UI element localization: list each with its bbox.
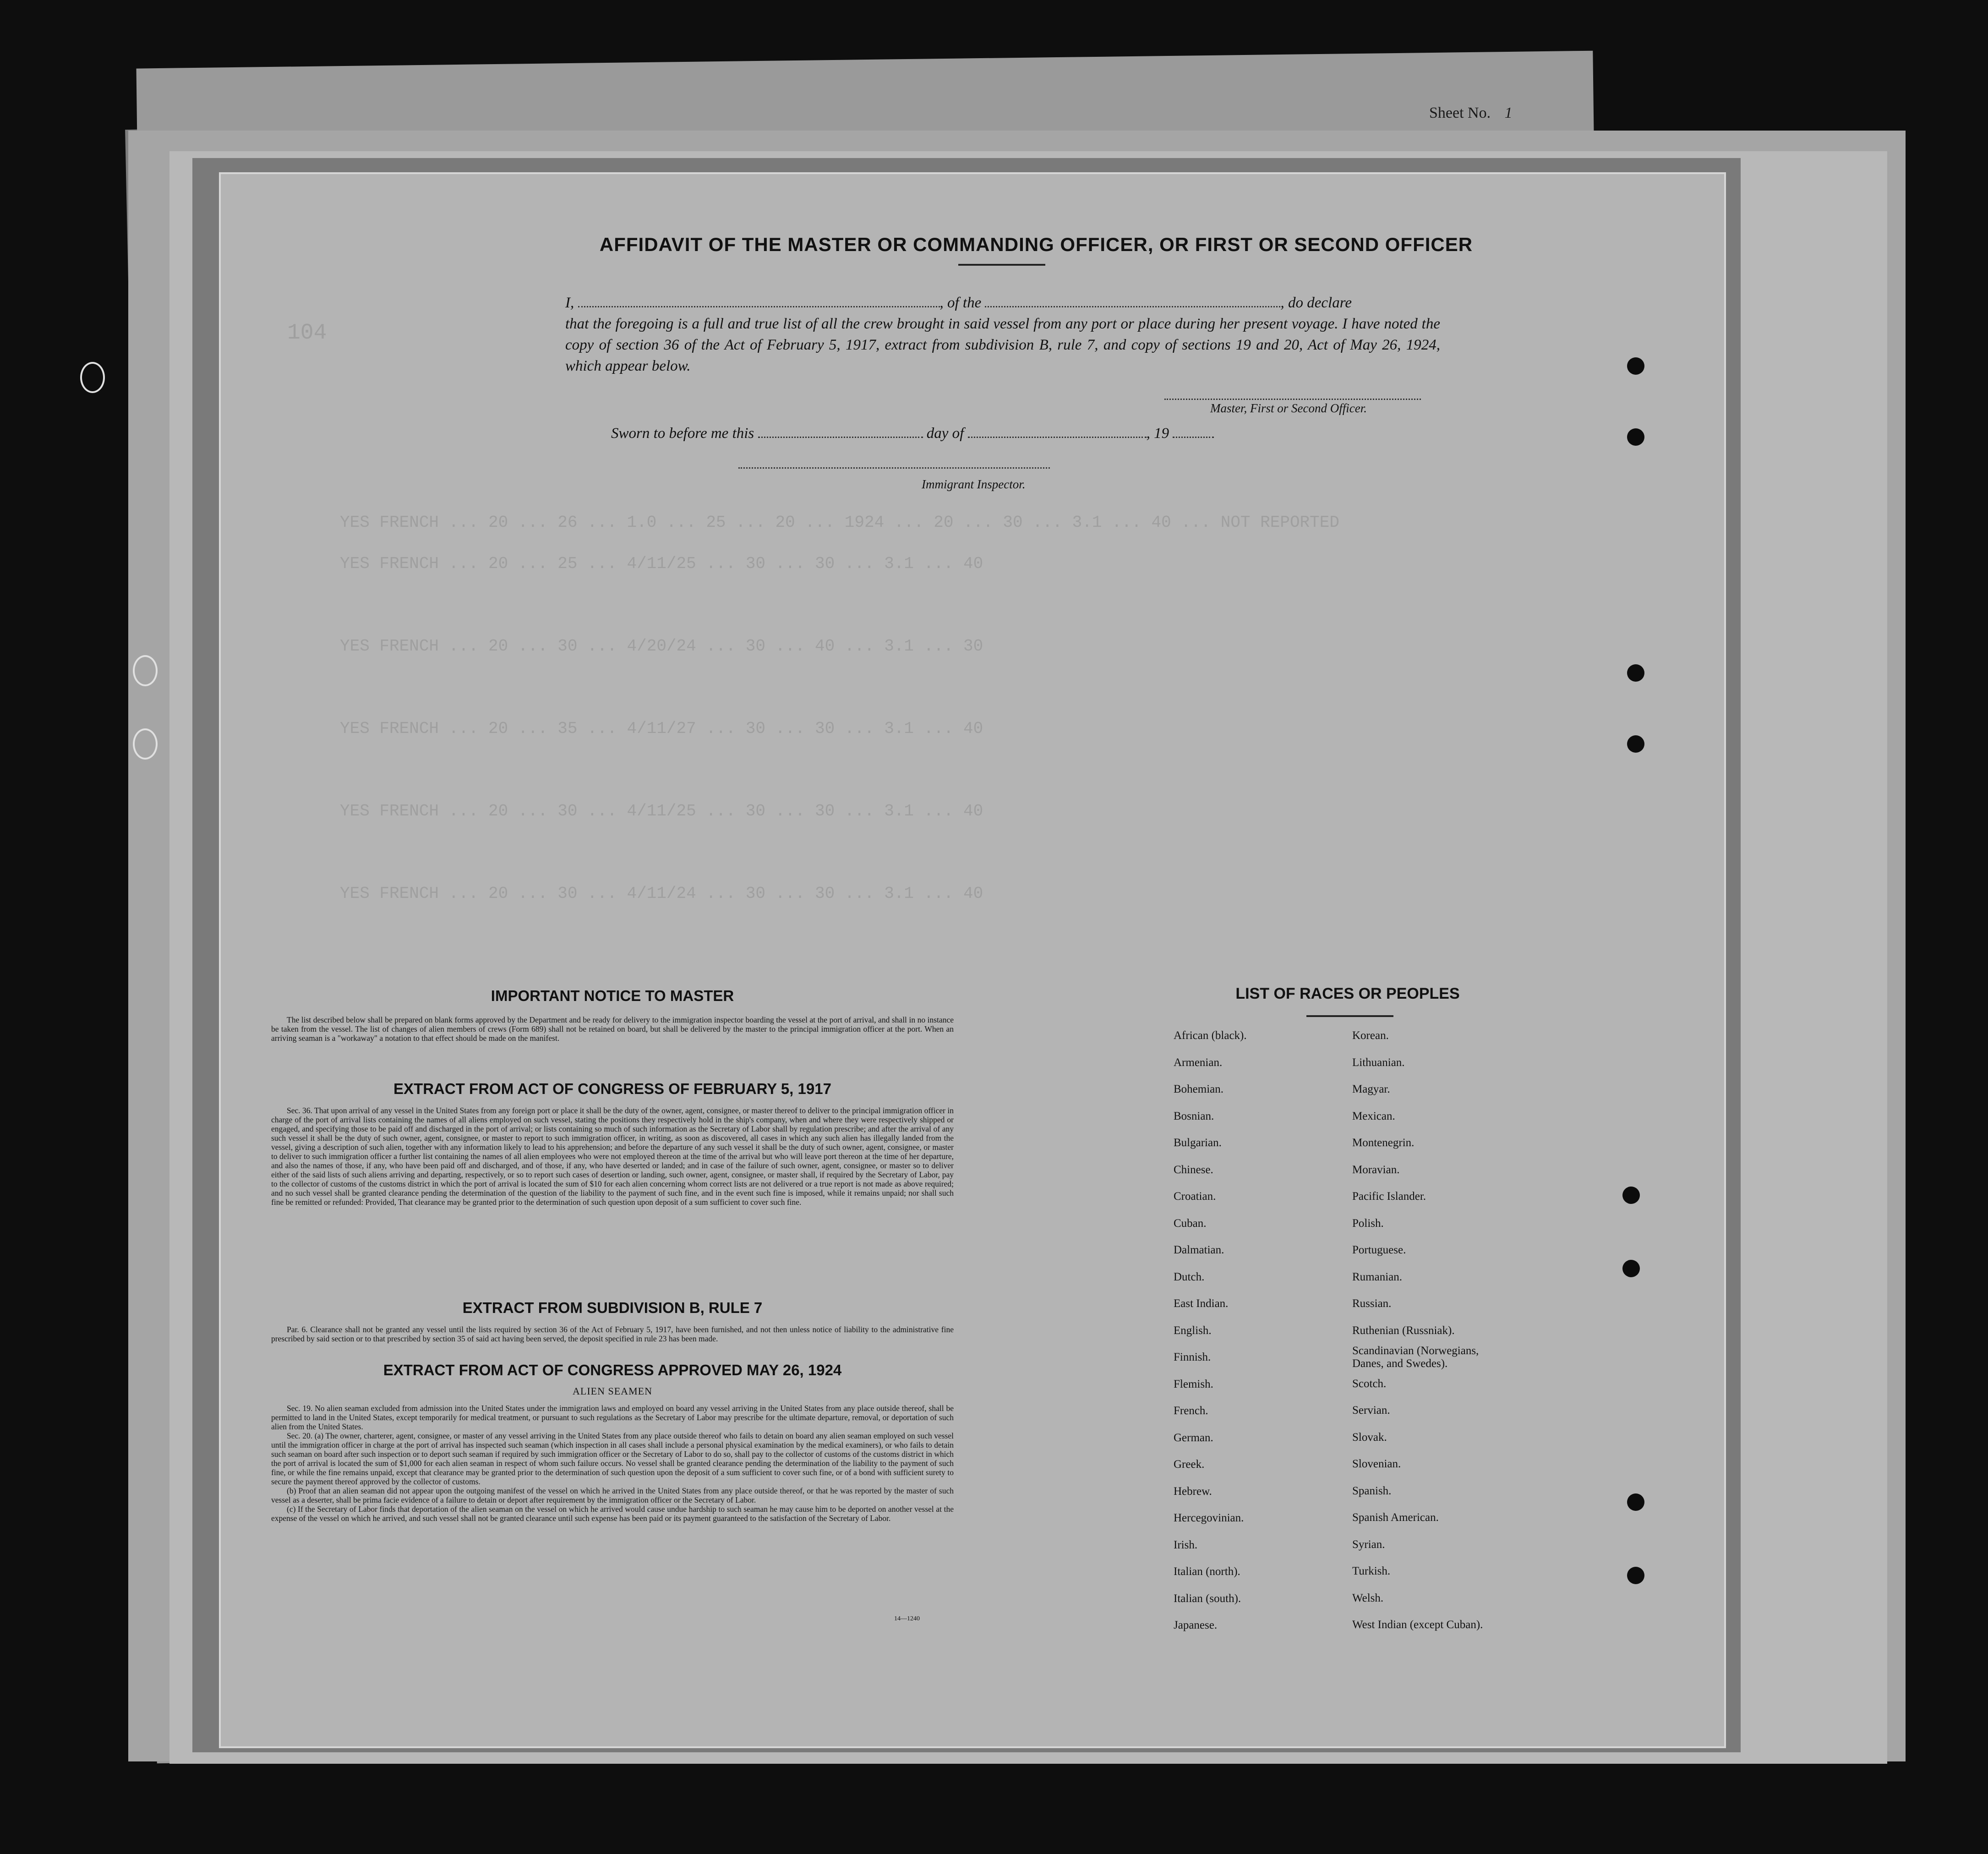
race-item: Welsh. [1352,1591,1384,1604]
notice-title: IMPORTANT NOTICE TO MASTER [491,987,734,1004]
sec-20a-paragraph: Sec. 20. (a) The owner, charterer, agent, consignee, or master of any vessel arriving in the United States from any place outside thereof who fails to detain on board any alien seaman employed on such vessel until the immigration officer in charge at the port of arrival has inspected such seaman (which inspection in all cases shall include a personal physical examination by the medical examiners), or who fails to detain such seaman on board after such inspection or to deport such seaman if required by such immigration officer or the Secretary of Labor to do so, shall pay to the collector of customs of the customs district in which the port of arrival is located the sum of $1,000 for each alien seaman in respect of whom such failure occurs. No vessel shall be granted clearance pending the determination of the liability to the payment of such fine, or while the fine remains unpaid, except that clearance may be granted prior to the determination of such question upon the deposit of a sum sufficient to cover such fine, or of a bond with sufficient surety to secure the payment thereof approved by the collector of customs. [271,1431,954,1486]
affidavit-body: that the foregoing is a full and true list of all the crew brought in said vessel from any port or place during her present voyage. I have noted the copy of section 36 of the Act of February 5, 1917, extract from subdivision B, rule 7, and copy of sections 19 and 20, Act of May 26, 1924, which appear below. [565,316,1440,374]
sheet-number-value: 1 [1504,104,1513,121]
race-item: Spanish American. [1352,1511,1439,1524]
race-item: Greek. [1174,1458,1205,1471]
declaration-of-the: , of the [939,295,982,311]
declaration-declare: , do declare [1280,295,1352,311]
extract-1924-text [271,1404,954,1523]
affidavit-declaration [565,292,1440,377]
extract-1917-title: EXTRACT FROM ACT OF CONGRESS OF FEBRUARY 5, 1917 [393,1080,831,1097]
race-item: West Indian (except Cuban). [1352,1619,1483,1631]
punch-hole [1627,1493,1644,1511]
punch-hole [1627,428,1644,446]
sworn-statement [611,425,1214,442]
sworn-year-blank [1173,437,1214,438]
race-item: Rumanian. [1352,1270,1403,1283]
race-item: Pacific Islander. [1352,1190,1426,1203]
punch-hole [1622,1260,1640,1277]
master-signature-label: Master, First or Second Officer. [1210,401,1367,415]
race-item: Japanese. [1174,1619,1218,1631]
sec-19-paragraph: Sec. 19. No alien seaman excluded from admission into the United States under the immigration laws and employed on board any vessel arriving in the United States from any place outside thereof, shall be permitted to land in the United States, except temporarily for medical treatment, or pursuant to such regulations as the Secretary of Labor may prescribe for the ultimate departure, removal, or deportation of such alien from the United States. [271,1404,954,1431]
races-title: LIST OF RACES OR PEOPLES [1235,985,1460,1002]
races-right-column [1352,1023,1508,1639]
extract-1924-title: EXTRACT FROM ACT OF CONGRESS APPROVED MAY 26, 1924 [383,1362,842,1378]
inspector-signature-line [738,467,1050,469]
race-item: Scotch. [1352,1377,1387,1390]
sheet-number-label: Sheet No. [1429,104,1491,121]
race-item: Polish. [1352,1217,1384,1230]
ghost-row: YES FRENCH ... 20 ... 30 ... 4/20/24 ... 30 ... 40 ... 3.1 ... 30 [340,637,983,656]
punch-hole [1627,1567,1644,1584]
ghost-row: YES FRENCH ... 20 ... 26 ... 1.0 ... 25 ... 20 ... 1924 ... 20 ... 30 ... 3.1 ... 40 ... NOT REPORTED [340,513,1339,532]
punch-hole [1622,1187,1640,1204]
extract-1917-paragraph: Sec. 36. That upon arrival of any vessel in the United States from any foreign port or place it shall be the duty of the owner, agent, consignee, or master thereof to deliver to the principal immigration officer in charge of the port of arrival lists containing the names of all aliens employed on such vessel, stating the positions they respectively hold in the ship's company, when and where they were respectively shipped or engaged, and specifying those to be paid off and discharged in the port of arrival; or lists containing so much of such information as the Secretary of Labor shall by regulation prescribe; and after the arrival of any such vessel it shall be the duty of such owner, agent, consignee, or master to report to such immigration officer, in writing, as soon as discovered, all cases in which any such alien has illegally landed from the vessel, giving a description of such alien, together with any information likely to lead to his apprehension; and before the departure of any such vessel it shall be the duty of such owner, agent, consignee, or master to deliver to such immigration officer a further list containing the names of all alien employees who were not employed thereon at the time of the arrival but who will leave port thereon at the time of her departure, and also the names of those, if any, who have been paid off and discharged, and of those, if any, who have deserted or landed; and in case of the failure of such owner, agent, consignee, or master so to deliver either of the said lists of such aliens arriving and departing, respectively, or so to report such cases of desertion or landing, such owner, agent, consignee, or master shall, if required by the Secretary of Labor, pay to the collector of customs of the customs district in which the port of arrival is located the sum of $10 for each alien concerning whom correct lists are not delivered or a true report is not made as above required; and no such vessel shall be granted clearance pending the determination of the question of the liability to the payment of such fine, and in the event such fine is imposed, while it remains unpaid; nor shall such fine be remitted or refunded: Provided, That clearance may be granted prior to the determination of such question upon deposit of a sum sufficient to cover such fine. [271,1106,954,1207]
race-item: Turkish. [1352,1565,1391,1577]
races-title-underline [1306,1015,1393,1017]
sheet-number [1429,104,1513,122]
race-item: French. [1174,1405,1208,1417]
notice-paragraph: The list described below shall be prepared on blank forms approved by the Department and be ready for delivery to the immigration inspector boarding the vessel at the port of arrival, and shall in no instance be taken from the vessel. The list of changes of alien members of crews (Form 689) shall not be retained on board, but shall be delivered by the master to the principal immigration officer at the port. When an arriving seaman is a "workaway" a notation to that effect should be made on the manifest. [271,1015,954,1043]
master-signature-line [1164,399,1421,400]
sworn-text-a: Sworn to before me this [611,425,754,442]
race-item: Ruthenian (Russniak). [1352,1324,1455,1337]
race-item: Scandinavian (Norwegians, Danes, and Swedes). [1352,1345,1479,1370]
race-item: Slovak. [1352,1431,1387,1444]
race-item: Syrian. [1352,1538,1385,1551]
race-item: Bosnian. [1174,1110,1214,1122]
punch-hole [1627,735,1644,753]
race-item: Servian. [1352,1404,1390,1416]
race-item: Mexican. [1352,1110,1395,1122]
race-item: East Indian. [1174,1297,1229,1310]
race-item: Lithuanian. [1352,1056,1405,1069]
punch-hole [1627,357,1644,375]
race-item: English. [1174,1324,1212,1337]
binder-ring [133,728,158,760]
races-left-column [1174,1023,1247,1639]
alien-seamen-heading: ALIEN SEAMEN [573,1385,652,1397]
race-item: Armenian. [1174,1056,1223,1069]
race-item: African (black). [1174,1029,1247,1042]
declaration-i: I, [565,295,574,311]
race-item: Dalmatian. [1174,1244,1224,1256]
inspector-label: Immigrant Inspector. [922,477,1026,491]
sworn-month-blank [968,437,1147,438]
race-item: Croatian. [1174,1190,1216,1203]
race-item: Bohemian. [1174,1083,1224,1095]
ghost-row: YES FRENCH ... 20 ... 30 ... 4/11/25 ... 30 ... 30 ... 3.1 ... 40 [340,802,983,820]
sworn-text-b: day of [926,425,964,442]
race-item: Italian (north). [1174,1565,1240,1578]
binder-ring [80,362,105,393]
race-item: Cuban. [1174,1217,1207,1230]
ghost-row: YES FRENCH ... 20 ... 25 ... 4/11/25 ... 30 ... 30 ... 3.1 ... 40 [340,554,983,573]
ghost-row: YES FRENCH ... 20 ... 35 ... 4/11/27 ... 30 ... 30 ... 3.1 ... 40 [340,719,983,738]
race-item: Russian. [1352,1297,1392,1310]
race-item: German. [1174,1431,1213,1444]
ghost-row: YES FRENCH ... 20 ... 30 ... 4/11/24 ... 30 ... 30 ... 3.1 ... 40 [340,884,983,903]
form-number: 14—1240 [894,1615,920,1622]
sworn-text-c: , 19 [1146,425,1169,442]
extract-rule7-title: EXTRACT FROM SUBDIVISION B, RULE 7 [462,1299,763,1316]
ghost-number: 104 [287,321,327,345]
race-item: Slovenian. [1352,1458,1401,1470]
extract-1917-text [271,1106,954,1207]
race-item: Chinese. [1174,1163,1213,1176]
race-item: Portuguese. [1352,1244,1406,1256]
notice-text [271,1015,954,1043]
sec-20b-paragraph: (b) Proof that an alien seaman did not appear upon the outgoing manifest of the vessel on which he arrived in the United States from any place outside thereof, or that he was reported by the master of such vessel as a deserter, shall be prima facie evidence of a failure to detain or deport after requirement by the immigration officer or the Secretary of Labor. [271,1486,954,1504]
extract-rule7-text [271,1325,954,1343]
race-item: Finnish. [1174,1351,1211,1363]
affidavit-page [219,172,1726,1748]
race-item: Flemish. [1174,1378,1213,1390]
extract-rule7-paragraph: Par. 6. Clearance shall not be granted any vessel until the lists required by section 36 of the Act of February 5, 1917, have been furnished, and not then unless notice of liability to the administrative fine prescribed by said section or to that prescribed by section 35 of said act having been served, the deposit specified in rule 23 has been made. [271,1325,954,1343]
race-item: Dutch. [1174,1270,1205,1283]
race-item: Spanish. [1352,1484,1392,1497]
race-item: Magyar. [1352,1083,1390,1095]
vessel-blank [985,306,1280,307]
sec-20c-paragraph: (c) If the Secretary of Labor finds that deportation of the alien seaman on the vessel on which he arrived would cause undue hardship to such seaman he may cause him to be deported on another vessel at the expense of the vessel on which he arrived, and such vessel shall not be granted clearance until such expense has been paid or its payment guaranteed to the satisfaction of the Secretary of Labor. [271,1504,954,1523]
punch-hole [1627,664,1644,682]
race-item: Irish. [1174,1538,1198,1551]
race-item: Italian (south). [1174,1592,1241,1605]
race-item: Moravian. [1352,1163,1400,1176]
race-item: Hercegovinian. [1174,1512,1244,1524]
binder-ring [133,655,158,686]
sworn-day-blank [758,437,923,438]
affidavit-title: AFFIDAVIT OF THE MASTER OR COMMANDING OFFICER, OR FIRST OR SECOND OFFICER [599,234,1473,255]
title-underline [958,264,1045,266]
race-item: Montenegrin. [1352,1137,1415,1149]
name-blank [578,306,940,307]
race-item: Bulgarian. [1174,1137,1222,1149]
race-item: Hebrew. [1174,1485,1212,1498]
race-item: Korean. [1352,1029,1389,1042]
